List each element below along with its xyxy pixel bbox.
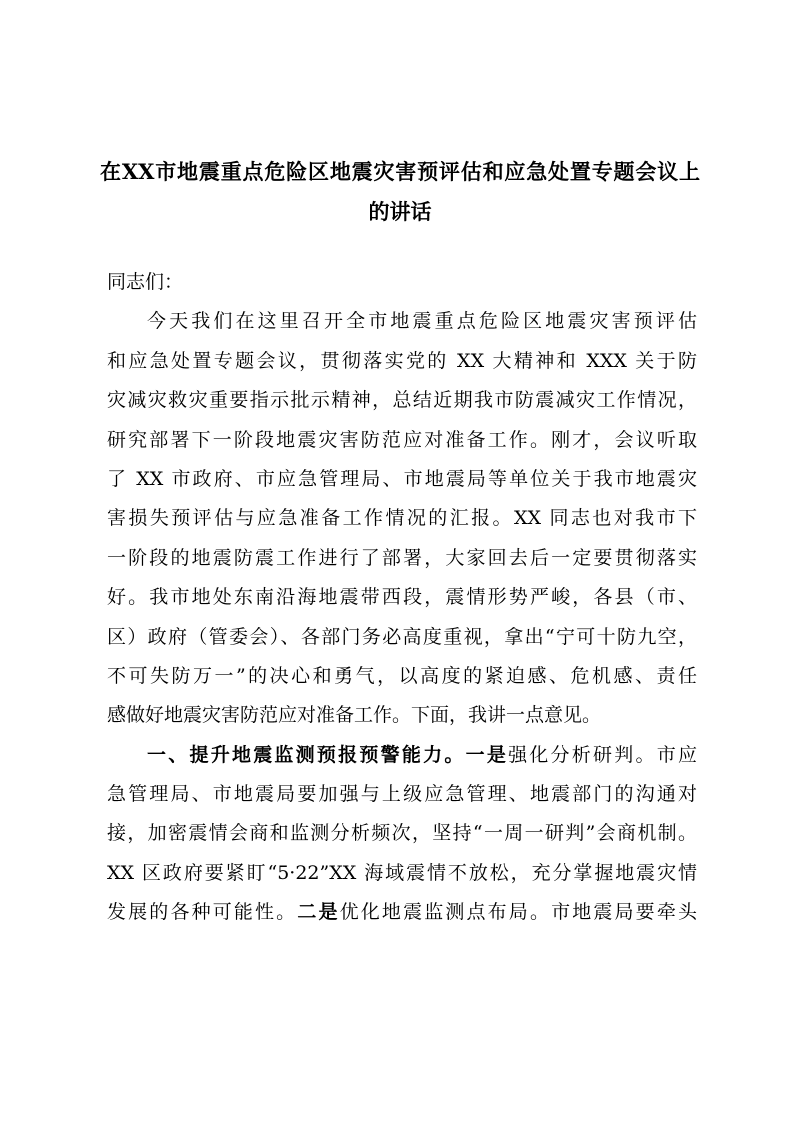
paragraph-line: 不可失防万一”的决心和勇气，以高度的紧迫感、危机感、责任 (107, 664, 697, 687)
paragraph-line: 急管理局、市地震局要加强与上级应急管理、地震部门的沟通对 (107, 783, 697, 806)
paragraph-line: 和应急处置专题会议，贯彻落实党的 XX 大精神和 XXX 关于防 (107, 349, 697, 372)
section-heading: 一、提升地震监测预报预警能力。一是 (147, 743, 509, 766)
paragraph-intro (107, 302, 697, 735)
paragraph-text: 优化地震监测点布局。市地震局要牵头 (339, 901, 697, 924)
paragraph-text: 强化分析研判。市应 (508, 743, 697, 766)
paragraph-line (107, 893, 697, 932)
paragraph-line: 研究部署下一阶段地震灾害防范应对准备工作。刚才，会议听取 (107, 428, 697, 451)
paragraph-line: 一阶段的地震防震工作进行了部署，大家回去后一定要贯彻落实 (107, 546, 697, 569)
paragraph-line (107, 736, 697, 775)
document-title-line-2: 的讲话 (368, 199, 432, 224)
paragraph-line: 区）政府（管委会）、各部门务必高度重视，拿出“宁可十防九空， (107, 625, 697, 648)
paragraph-line: 好。我市地处东南沿海地震带西段，震情形势严峻，各县（市、 (107, 586, 697, 609)
paragraph-section-1 (107, 736, 697, 933)
paragraph-line: 了 XX 市政府、市应急管理局、市地震局等单位关于我市地震灾 (107, 467, 697, 490)
paragraph-line: 感做好地震灾害防范应对准备工作。下面，我讲一点意见。 (107, 704, 602, 727)
paragraph-line: 害损失预评估与应急准备工作情况的汇报。XX 同志也对我市下 (107, 507, 697, 530)
paragraph-line: 今天我们在这里召开全市地震重点危险区地震灾害预评估 (147, 310, 697, 333)
paragraph-line: 灾减灾救灾重要指示批示精神，总结近期我市防震减灾工作情况， (107, 389, 697, 412)
paragraph-line: 接，加密震情会商和监测分析频次，坚持“一周一研判”会商机制。 (107, 822, 697, 845)
document-body (107, 263, 697, 933)
bold-marker: 二是 (297, 901, 340, 924)
salutation: 同志们： (107, 271, 184, 293)
document-title-line-1: 在XX市地震重点危险区地震灾害预评估和应急处置专题会议上 (100, 159, 700, 184)
paragraph-line: XX 区政府要紧盯“5·22”XX 海域震情不放松，充分掌握地震灾情 (107, 861, 697, 884)
paragraph-text: 发展的各种可能性。 (107, 901, 298, 924)
